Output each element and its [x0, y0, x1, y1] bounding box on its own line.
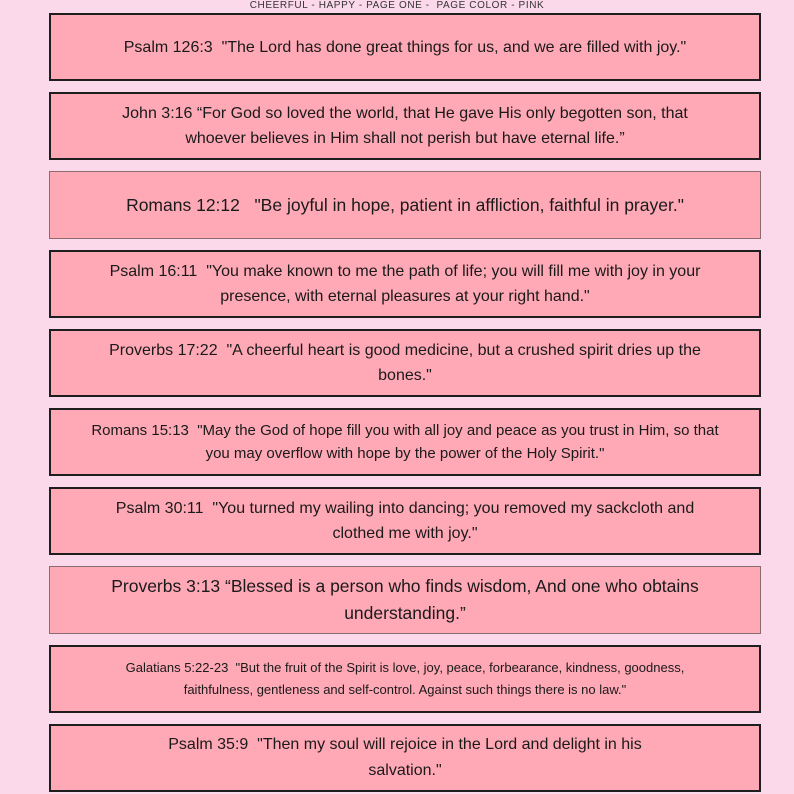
verse-card-proverbs-17-22 — [49, 329, 761, 397]
verse-card-psalm-126-3 — [49, 13, 761, 81]
verse-card-proverbs-3-13 — [49, 566, 761, 634]
verse-text: Psalm 30:11 "You turned my wailing into dancing; you removed my sackcloth and clothed me with joy." — [115, 500, 699, 542]
verse-card-psalm-30-11 — [49, 487, 761, 555]
verse-text: Proverbs 3:13 “Blessed is a person who finds wisdom, And one who obtains understanding.” — [111, 576, 704, 623]
page-header: CHEERFUL - HAPPY - PAGE ONE - PAGE COLOR - PINK — [249, 0, 545, 11]
verse-card-john-3-16 — [49, 92, 761, 160]
verse-card-romans-12-12 — [49, 171, 761, 239]
verse-card-galatians-5-22 — [49, 645, 761, 713]
verse-text: Psalm 126:3 "The Lord has done great things for us, and we are filled with joy." — [123, 38, 687, 56]
verse-text: Psalm 35:9 "Then my soul will rejoice in the Lord and delight in his salvation." — [168, 736, 647, 779]
verse-text: Romans 12:12 "Be joyful in hope, patient in affliction, faithful in prayer." — [126, 194, 684, 215]
verse-text: Proverbs 17:22 "A cheerful heart is good medicine, but a crushed spirit dries up the bones." — [109, 342, 706, 384]
verse-card-psalm-35-9 — [49, 724, 761, 792]
verse-card-psalm-16-11 — [49, 250, 761, 318]
verse-text: Psalm 16:11 "You make known to me the path of life; you will fill me with joy in your presence, with eternal pleasures at your right hand." — [109, 263, 705, 305]
verse-text: Galatians 5:22-23 "But the fruit of the Spirit is love, joy, peace, forbearance, kindness, goodness, faithfulness, gentleness and self-control. Against such things there is no law." — [125, 660, 688, 697]
verse-text: Romans 15:13 "May the God of hope fill you with all joy and peace as you trust in Him, so that you may overflow with hope by the power of the Holy Spirit." — [91, 422, 723, 462]
verse-card-romans-15-13 — [49, 408, 761, 476]
verse-text: John 3:16 “For God so loved the world, that He gave His only begotten son, that whoever believes in Him shall not perish but have eternal life.” — [122, 105, 693, 147]
